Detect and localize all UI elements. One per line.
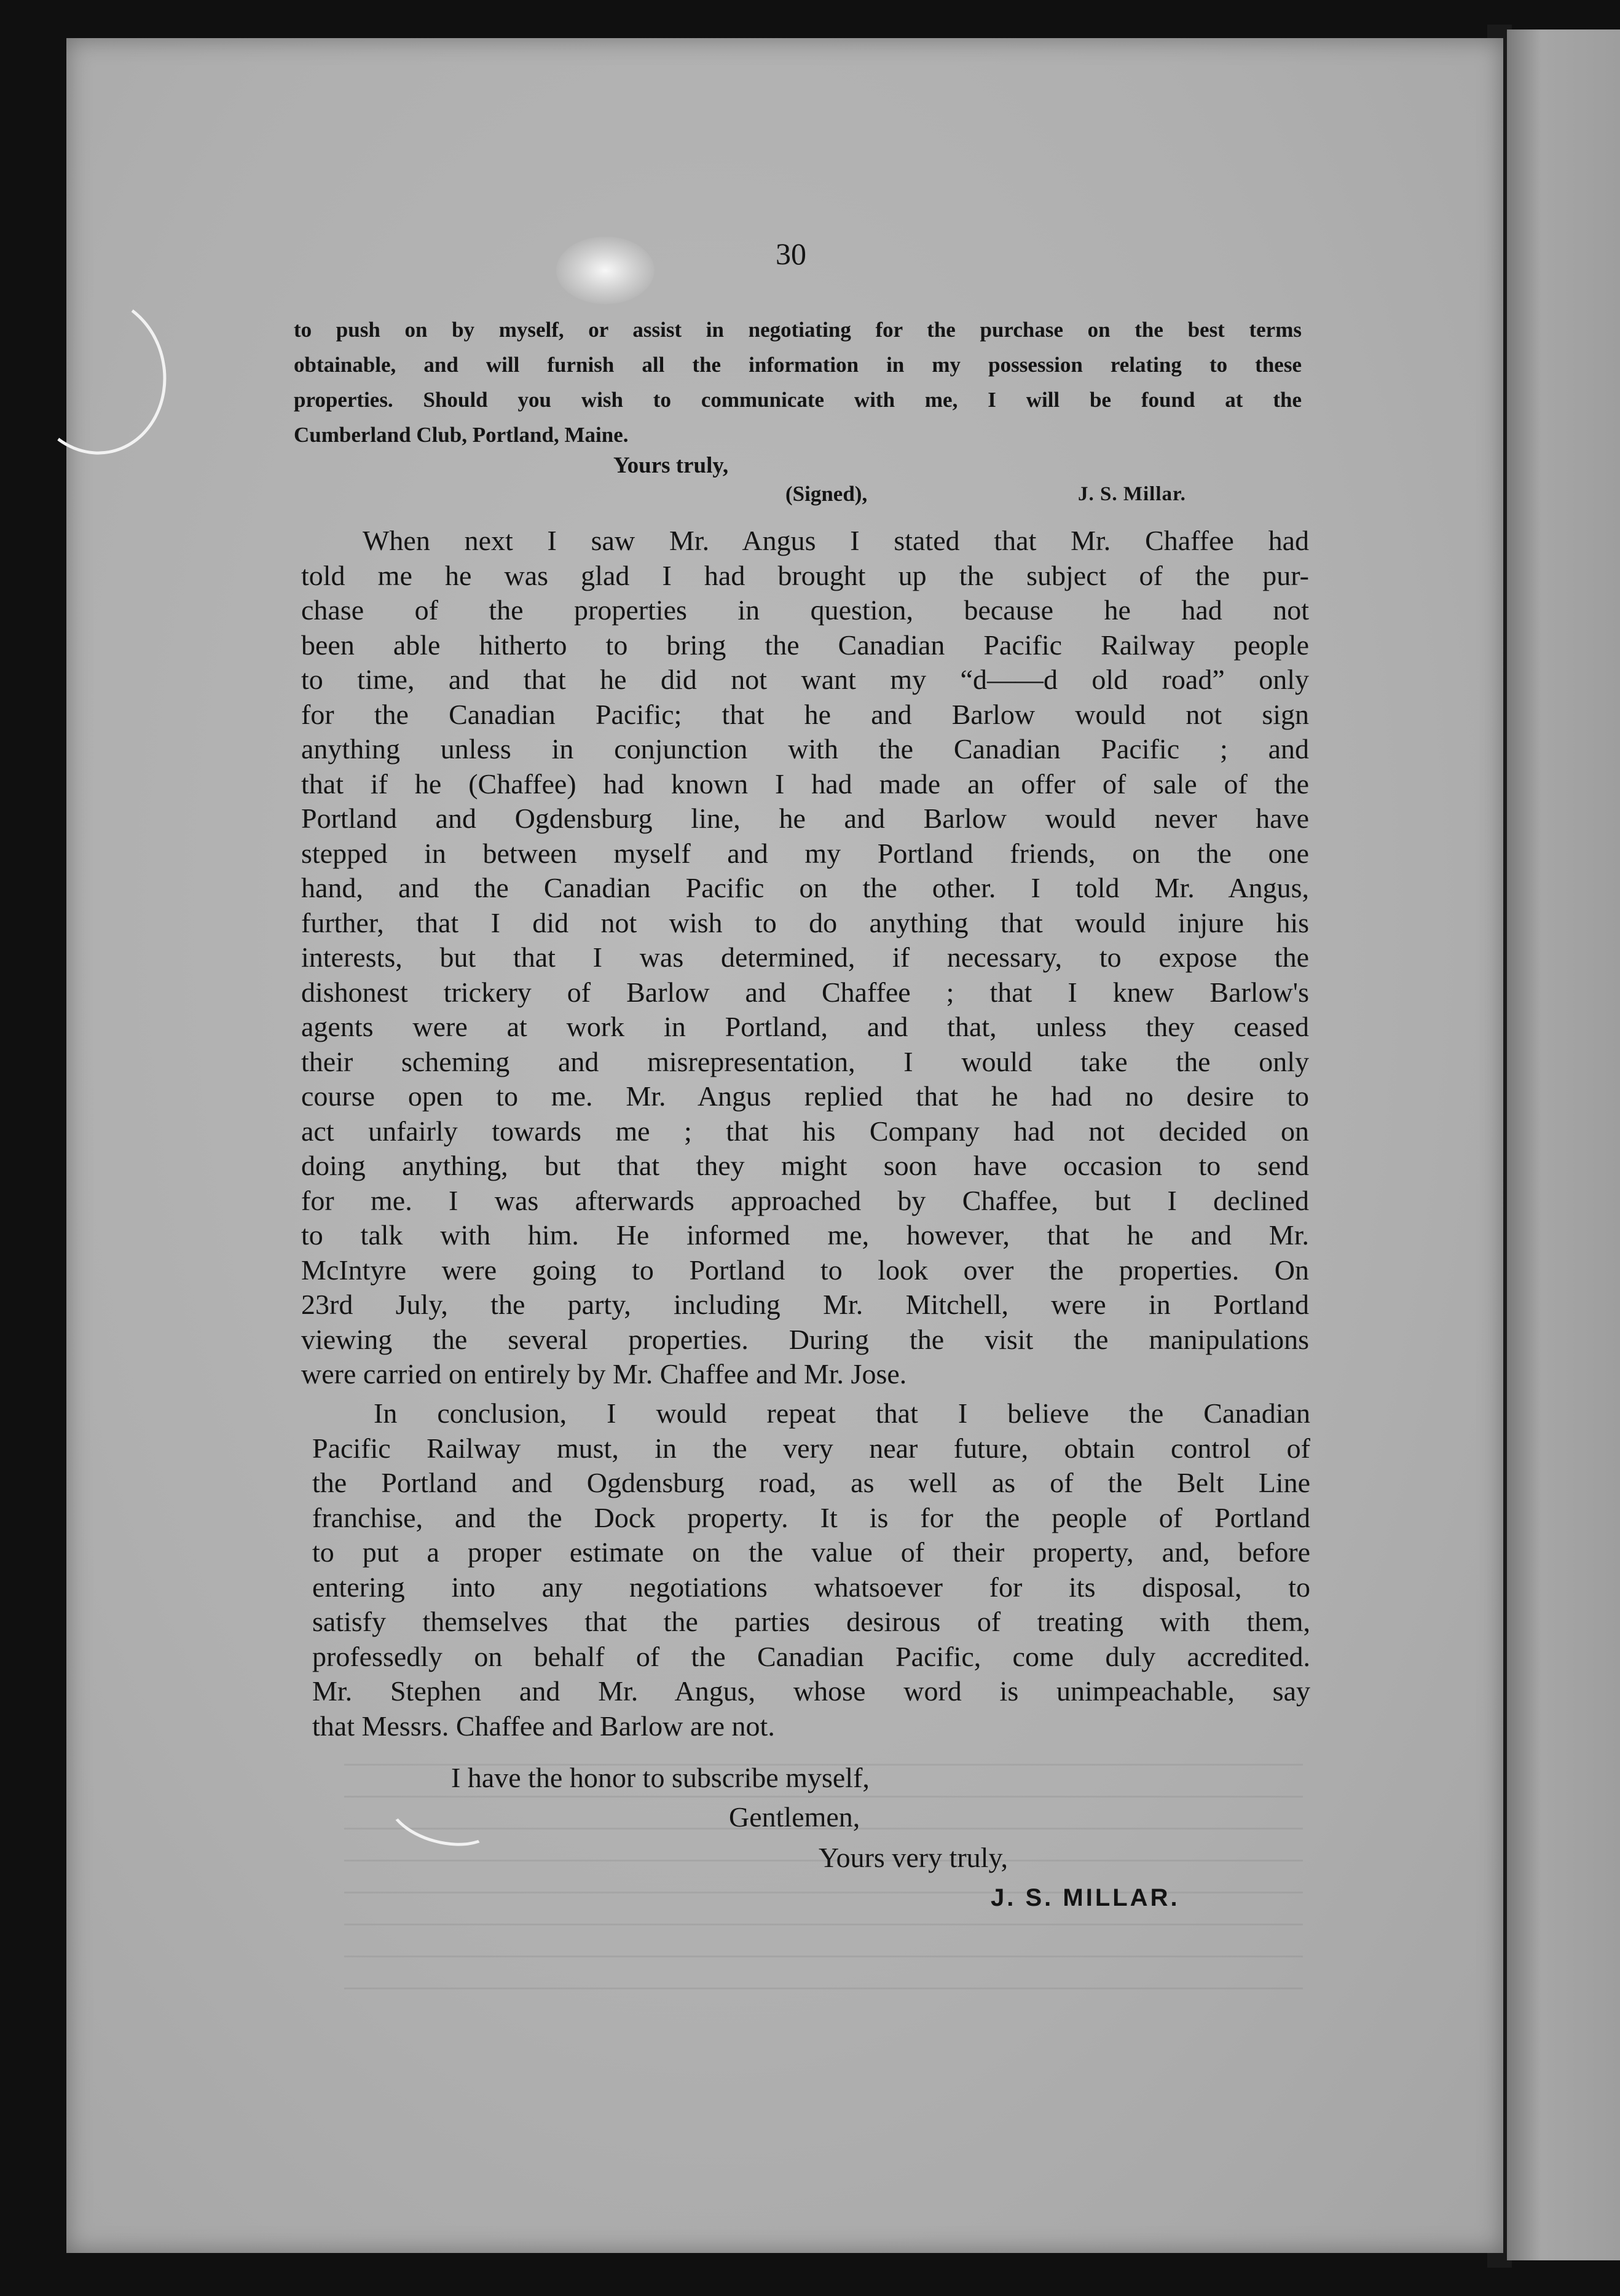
text-line: to time, and that he did not want my “d——d old road” only [301,664,1309,695]
letter-signature: J. S. Millar. [1078,483,1186,505]
text-line: anything unless in conjunction with the Canadian Pacific ; and [301,733,1309,765]
signed-label: (Signed), [785,482,868,506]
text-line: that if he (Chaffee) had known I had made an offer of sale of the [301,768,1309,800]
text-line: to talk with him. He informed me, however, that he and Mr. [301,1219,1309,1251]
text-line: entering into any negotiations whatsoever for its disposal, to [312,1571,1310,1603]
salutation: Gentlemen, [729,1801,860,1833]
text-line: Pacific Railway must, in the very near future, obtain control of [312,1432,1310,1464]
bleed-through-text [344,1764,1303,1997]
facing-page-edge [1507,29,1620,2260]
text-line: told me he was glad I had brought up the subject of the pur- [301,559,1309,591]
text-line: further, that I did not wish to do anything that would injure his [301,906,1309,938]
text-line: chase of the properties in question, because he had not [301,594,1309,626]
text-line: for the Canadian Pacific; that he and Barlow would not sign [301,698,1309,730]
text-line: professedly on behalf of the Canadian Pacific, come duly accredited. [312,1640,1310,1672]
text-line: stepped in between myself and my Portland friends, on the one [301,837,1309,869]
text-line: Mr. Stephen and Mr. Angus, whose word is unimpeachable, say [312,1675,1310,1707]
text-line: dishonest trickery of Barlow and Chaffee ; that I knew Barlow's [301,976,1309,1008]
text-line: franchise, and the Dock property. It is for the people of Portland [312,1501,1310,1533]
text-line: to put a proper estimate on the value of their property, and, before [312,1536,1310,1568]
text-line: were carried on entirely by Mr. Chaffee and Mr. Jose. [301,1358,907,1390]
paragraph-conclusion [312,1396,1310,1744]
text-line: Portland and Ogdensburg line, he and Barlow would never have [301,803,1309,834]
letter-closing: Yours truly, [613,453,729,478]
text-line: 23rd July, the party, including Mr. Mitchell, were in Portland [301,1289,1309,1320]
text-line: for me. I was afterwards approached by Chaffee, but I declined [301,1184,1309,1216]
text-line: their scheming and misrepresentation, I would take the only [301,1045,1309,1077]
text-line: doing anything, but that they might soon have occasion to send [301,1150,1309,1181]
page-number: 30 [776,237,806,271]
text-line: obtainable, and will furnish all the information in my possession relating to these [294,353,1302,377]
text-line: satisfy themselves that the parties desirous of treating with them, [312,1606,1310,1637]
text-line: When next I saw Mr. Angus I stated that Mr. Chaffee had [363,525,1309,556]
text-line: Cumberland Club, Portland, Maine. [294,423,629,447]
text-line: course open to me. Mr. Angus replied that he had no desire to [301,1080,1309,1112]
letter-continuation [294,312,1302,452]
text-line: properties. Should you wish to communicate with me, I will be found at the [294,388,1302,412]
closing-line: I have the honor to subscribe myself, [451,1762,870,1793]
text-line: act unfairly towards me ; that his Company had not decided on [301,1115,1309,1147]
paragraph-angus [301,524,1309,1392]
text-line: the Portland and Ogdensburg road, as well as of the Belt Line [312,1467,1310,1498]
signature: J. S. MILLAR. [991,1884,1180,1911]
text-line: interests, but that I was determined, if necessary, to expose the [301,942,1309,973]
text-line: McIntyre were going to Portland to look over the properties. On [301,1254,1309,1286]
text-line: hand, and the Canadian Pacific on the other. I told Mr. Angus, [301,872,1309,903]
text-line: been able hitherto to bring the Canadian Pacific Railway people [301,629,1309,661]
text-line: viewing the several properties. During the visit the manipulations [301,1323,1309,1355]
text-line: In conclusion, I would repeat that I believe the Canadian [374,1398,1310,1429]
valediction: Yours very truly, [819,1842,1008,1873]
text-line: agents were at work in Portland, and that, unless they ceased [301,1011,1309,1042]
text-line: that Messrs. Chaffee and Barlow are not. [312,1710,775,1742]
light-glare [556,237,655,304]
text-line: to push on by myself, or assist in negotiating for the purchase on the best terms [294,318,1302,342]
